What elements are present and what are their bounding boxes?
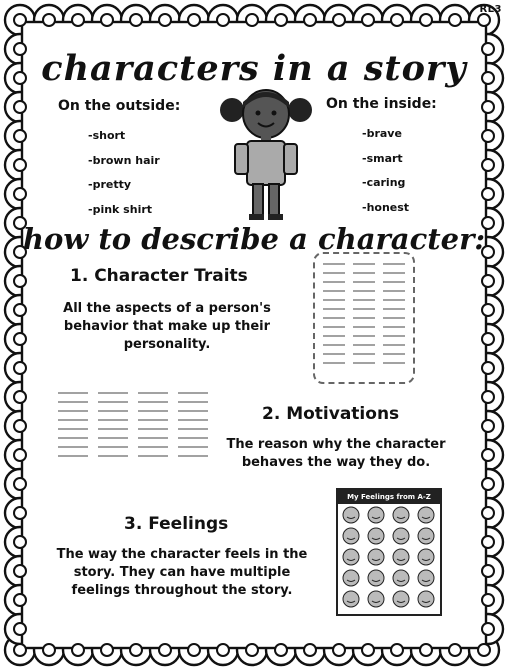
face-icon: [368, 549, 384, 565]
border-scallop: [72, 644, 84, 656]
illegible-line: [323, 326, 345, 328]
illegible-line: [353, 353, 375, 355]
border-scallop: [482, 420, 494, 432]
border-scallop: [482, 159, 494, 171]
border-scallop: [14, 507, 26, 519]
border-scallop: [159, 644, 171, 656]
border-scallop: [14, 391, 26, 403]
border-scallop: [72, 14, 84, 26]
illegible-line: [138, 410, 168, 412]
border-scallop: [217, 14, 229, 26]
section-text-traits: All the aspects of a person's behavior that make up their personality.: [63, 301, 271, 352]
face-icon: [393, 507, 409, 523]
face-icon: [368, 591, 384, 607]
border-scallop: [482, 536, 494, 548]
face-icon: [343, 570, 359, 586]
border-scallop: [101, 14, 113, 26]
border-scallop: [14, 130, 26, 142]
face-icon: [418, 591, 434, 607]
illegible-line: [383, 290, 405, 292]
illegible-line: [383, 299, 405, 301]
border-scallop: [130, 14, 142, 26]
border-scallop: [130, 644, 142, 656]
border-scallop: [482, 275, 494, 287]
illegible-line: [353, 326, 375, 328]
border-scallop: [246, 644, 258, 656]
section-heading-traits: 1. Character Traits: [70, 266, 248, 286]
illegible-line: [383, 362, 405, 364]
illegible-line: [353, 308, 375, 310]
border-scallop: [14, 362, 26, 374]
illegible-line: [353, 281, 375, 283]
face-icon: [418, 549, 434, 565]
traits-list-image: [313, 252, 415, 384]
illegible-line: [323, 290, 345, 292]
illegible-line: [323, 362, 345, 364]
illegible-line: [138, 419, 168, 421]
list-item: -smart: [362, 151, 403, 165]
illegible-line: [323, 263, 345, 265]
illegible-line: [383, 281, 405, 283]
border-scallop: [482, 478, 494, 490]
illegible-line: [323, 272, 345, 274]
border-scallop: [159, 14, 171, 26]
face-icon: [343, 528, 359, 544]
border-scallop: [14, 449, 26, 461]
border-scallop: [391, 644, 403, 656]
border-scallop: [333, 644, 345, 656]
illegible-line: [178, 428, 208, 430]
illegible-line: [353, 344, 375, 346]
border-scallop: [482, 130, 494, 142]
border-scallop: [362, 14, 374, 26]
illegible-line: [58, 392, 88, 394]
border-scallop: [14, 333, 26, 345]
border-scallop: [14, 644, 26, 656]
list-item: -short: [88, 129, 126, 142]
illegible-line: [383, 344, 405, 346]
illegible-line: [58, 428, 88, 430]
illegible-line: [178, 446, 208, 448]
illegible-line: [383, 263, 405, 265]
illegible-line: [323, 335, 345, 337]
illegible-line: [58, 410, 88, 412]
border-scallop: [43, 14, 55, 26]
list-item: -brown hair: [88, 153, 160, 167]
illegible-line: [98, 410, 128, 412]
border-scallop: [391, 14, 403, 26]
illegible-line: [353, 272, 375, 274]
list-item: -honest: [362, 200, 410, 214]
illegible-line: [178, 419, 208, 421]
illegible-line: [98, 419, 128, 421]
border-scallop: [482, 304, 494, 316]
border-scallop: [275, 14, 287, 26]
face-icon: [368, 528, 384, 544]
border-scallop: [14, 420, 26, 432]
corner-tag: RL3: [479, 4, 502, 15]
border-scallop: [14, 188, 26, 200]
outside-heading: On the outside:: [58, 98, 181, 114]
outside-list: [88, 124, 160, 222]
border-scallop: [43, 644, 55, 656]
border-scallop: [14, 536, 26, 548]
inside-heading: On the inside:: [326, 96, 437, 112]
illegible-line: [323, 308, 345, 310]
illegible-line: [383, 317, 405, 319]
border-scallop: [275, 644, 287, 656]
border-scallop: [362, 644, 374, 656]
face-icon: [418, 507, 434, 523]
illegible-line: [383, 272, 405, 274]
page-title: characters in a story: [41, 48, 467, 89]
illegible-line: [98, 455, 128, 457]
border-scallop: [14, 565, 26, 577]
face-icon: [343, 591, 359, 607]
illegible-line: [323, 299, 345, 301]
section-text-feelings: The way the character feels in the story. They can have multiple feelings throughout the story.: [56, 547, 308, 598]
illegible-line: [383, 335, 405, 337]
face-icon: [393, 549, 409, 565]
border-scallop: [188, 644, 200, 656]
list-item: -brave: [362, 127, 402, 140]
illegible-line: [98, 428, 128, 430]
border-scallop: [482, 623, 494, 635]
inside-list: [362, 122, 409, 220]
face-icon: [418, 570, 434, 586]
section-heading-feelings: 3. Feelings: [124, 514, 229, 534]
face-icon: [418, 528, 434, 544]
illegible-line: [58, 446, 88, 448]
border-scallop: [14, 275, 26, 287]
list-item: -pretty: [88, 178, 132, 191]
face-icon: [368, 507, 384, 523]
illegible-line: [98, 401, 128, 403]
border-scallop: [482, 391, 494, 403]
border-scallop: [188, 14, 200, 26]
illegible-line: [323, 281, 345, 283]
border-scallop: [482, 565, 494, 577]
border-scallop: [420, 644, 432, 656]
border-scallop: [304, 14, 316, 26]
illegible-line: [323, 344, 345, 346]
border-scallop: [482, 507, 494, 519]
illegible-line: [98, 392, 128, 394]
illegible-line: [178, 410, 208, 412]
illegible-line: [58, 419, 88, 421]
feelings-chart-title: My Feelings from A-Z: [338, 490, 440, 504]
illegible-line: [58, 437, 88, 439]
border-scallop: [14, 304, 26, 316]
illegible-line: [353, 290, 375, 292]
border-scallop: [217, 644, 229, 656]
border-scallop: [14, 594, 26, 606]
illegible-line: [58, 455, 88, 457]
face-icon: [393, 528, 409, 544]
border-scallop: [478, 644, 490, 656]
face-icon: [343, 507, 359, 523]
illegible-line: [353, 335, 375, 337]
list-item: -caring: [362, 176, 406, 189]
illegible-line: [98, 446, 128, 448]
border-scallop: [482, 594, 494, 606]
face-icon: [368, 570, 384, 586]
border-scallop: [304, 644, 316, 656]
illegible-line: [178, 401, 208, 403]
illegible-line: [178, 392, 208, 394]
illegible-line: [178, 437, 208, 439]
illegible-line: [383, 326, 405, 328]
illegible-line: [138, 392, 168, 394]
border-scallop: [482, 333, 494, 345]
border-scallop: [482, 362, 494, 374]
section-text-motivations: The reason why the character behaves the way they do.: [226, 437, 446, 470]
illegible-line: [353, 263, 375, 265]
feelings-faces-grid: [338, 504, 440, 614]
feelings-chart-image: [336, 488, 442, 616]
illegible-line: [323, 317, 345, 319]
illegible-line: [383, 353, 405, 355]
illegible-line: [138, 446, 168, 448]
border-scallop: [478, 14, 490, 26]
illegible-line: [323, 353, 345, 355]
border-scallop: [14, 478, 26, 490]
border-scallop: [14, 623, 26, 635]
illegible-line: [178, 455, 208, 457]
illegible-line: [353, 362, 375, 364]
section-heading-motivations: 2. Motivations: [262, 404, 400, 424]
face-icon: [393, 591, 409, 607]
face-icon: [343, 549, 359, 565]
girl-character-icon: [218, 88, 314, 222]
subtitle: how to describe a character:: [22, 222, 486, 256]
illegible-line: [138, 455, 168, 457]
illegible-line: [138, 428, 168, 430]
illegible-line: [58, 401, 88, 403]
border-scallop: [333, 14, 345, 26]
border-scallop: [482, 449, 494, 461]
illegible-line: [138, 401, 168, 403]
illegible-line: [353, 317, 375, 319]
border-scallop: [482, 101, 494, 113]
border-scallop: [14, 101, 26, 113]
border-scallop: [14, 159, 26, 171]
border-scallop: [14, 14, 26, 26]
border-scallop: [101, 644, 113, 656]
illegible-line: [353, 299, 375, 301]
border-scallop: [449, 644, 461, 656]
illegible-line: [98, 437, 128, 439]
motivations-table-image: [58, 392, 208, 474]
border-scallop: [449, 14, 461, 26]
border-scallop: [482, 188, 494, 200]
face-icon: [393, 570, 409, 586]
border-scallop: [246, 14, 258, 26]
illegible-line: [383, 308, 405, 310]
illegible-line: [138, 437, 168, 439]
border-scallop: [420, 14, 432, 26]
list-item: -pink shirt: [88, 202, 153, 216]
